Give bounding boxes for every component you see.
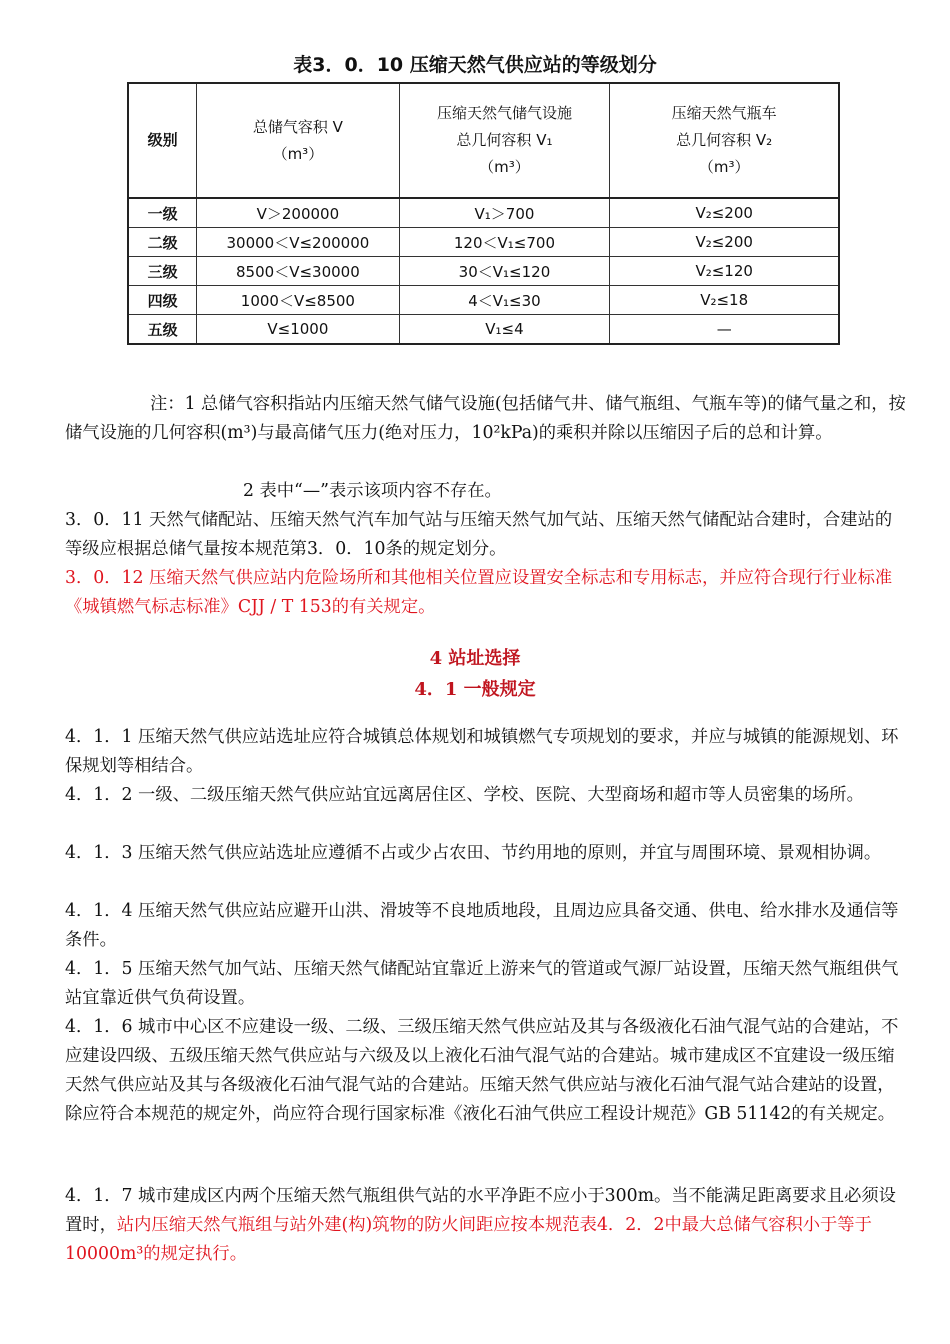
- cell-grade: 四级: [128, 286, 197, 315]
- clause-3-0-11: 3．0．11 天然气储配站、压缩天然气汽车加气站与压缩天然气加气站、压缩天然气储配站合建时，合建站的等级应根据总储气量按本规范第3．0．10条的规定划分。: [65, 510, 893, 559]
- cell-grade: 一级: [128, 198, 197, 228]
- table-row: [128, 286, 839, 315]
- clause-4-1-7: [65, 1182, 907, 1269]
- cell-tanker-volume: V₂≤120: [610, 257, 839, 286]
- cell-storage-volume: 4＜V₁≤30: [399, 286, 610, 315]
- clause-4-1-7-red: 站内压缩天然气瓶组与站外建(构)筑物的防火间距应按本规范表4．2．2中最大总储气容积小于等于10000m³的规定执行。: [65, 1215, 872, 1264]
- cell-total-volume: V＞200000: [197, 198, 399, 228]
- header-storage-volume: 压缩天然气储气设施 总几何容积 V₁ （m³）: [399, 83, 610, 198]
- header-tanker-volume: 压缩天然气瓶车 总几何容积 V₂ （m³）: [610, 83, 839, 198]
- header-total-volume: 总储气容积 V （m³）: [197, 83, 399, 198]
- cell-storage-volume: 30＜V₁≤120: [399, 257, 610, 286]
- cell-storage-volume: 120＜V₁≤700: [399, 228, 610, 257]
- cell-grade: 二级: [128, 228, 197, 257]
- clause-4-1-7-black: 4．1．7 城市建成区内两个压缩天然气瓶组供气站的水平净距不应小于300m。当不能满足距离要求且必须设置时，: [65, 1186, 896, 1235]
- clause-4-1-5: 4．1．5 压缩天然气加气站、压缩天然气储配站宜靠近上游来气的管道或气源厂站设置，压缩天然气瓶组供气站宜靠近供气负荷设置。: [65, 959, 899, 1008]
- table-row: [128, 315, 839, 345]
- cell-total-volume: V≤1000: [197, 315, 399, 345]
- cell-grade: 五级: [128, 315, 197, 345]
- table-row: [128, 228, 839, 257]
- clause-4-1-1: 4．1．1 压缩天然气供应站选址应符合城镇总体规划和城镇燃气专项规划的要求，并应与城镇的能源规划、环保规划等相结合。: [65, 727, 899, 776]
- clause-4-1-6: 4．1．6 城市中心区不应建设一级、二级、三级压缩天然气供应站及其与各级液化石油气混气站的合建站，不应建设四级、五级压缩天然气供应站与六级及以上液化石油气混气站的合建站。城市建成区不宜建设一级压缩天然气供应站及其与各级液化石油气混气站的合建站。压缩天然气供应站与液化石油气混气站合建站的设置，除应符合本规范的规定外，尚应符合现行国家标准《液化石油气供应工程设计规范》GB 51142的有关规定。: [65, 1017, 899, 1124]
- grade-table: [127, 82, 840, 345]
- cell-tanker-volume: V₂≤200: [610, 228, 839, 257]
- clause-4-1-2: 4．1．2 一级、二级压缩天然气供应站宜远离居住区、学校、医院、大型商场和超市等人员密集的场所。: [65, 785, 864, 805]
- clause-4-1-3: 4．1．3 压缩天然气供应站选址应遵循不占或少占农田、节约用地的原则，并宜与周围环境、景观相协调。: [65, 843, 882, 863]
- table-title: 表3．0．10 压缩天然气供应站的等级划分: [293, 54, 657, 76]
- table-header-row: [128, 83, 839, 198]
- table-row: [128, 257, 839, 286]
- note-1: 注：1 总储气容积指站内压缩天然气储气设施(包括储气井、储气瓶组、气瓶车等)的储气量之和，按储气设施的几何容积(m³)与最高储气压力(绝对压力，10²kPa)的乘积并除以压缩因子后的总和计算。: [65, 394, 906, 443]
- table-row: [128, 198, 839, 228]
- cell-total-volume: 1000＜V≤8500: [197, 286, 399, 315]
- cell-tanker-volume: —: [610, 315, 839, 345]
- cell-tanker-volume: V₂≤18: [610, 286, 839, 315]
- header-grade: 级别: [128, 83, 197, 198]
- cell-tanker-volume: V₂≤200: [610, 198, 839, 228]
- clause-4-1-4: 4．1．4 压缩天然气供应站应避开山洪、滑坡等不良地质地段，且周边应具备交通、供电、给水排水及通信等条件。: [65, 901, 899, 950]
- cell-storage-volume: V₁≤4: [399, 315, 610, 345]
- note-2: 2 表中“—”表示该项内容不存在。: [243, 481, 502, 501]
- chapter-title: 4 站址选择: [429, 648, 521, 669]
- cell-total-volume: 8500＜V≤30000: [197, 257, 399, 286]
- section-title: 4．1 一般规定: [414, 679, 536, 700]
- cell-grade: 三级: [128, 257, 197, 286]
- clause-3-0-12: 3．0．12 压缩天然气供应站内危险场所和其他相关位置应设置安全标志和专用标志，并应符合现行行业标准《城镇燃气标志标准》CJJ / T 153的有关规定。: [65, 568, 893, 617]
- cell-storage-volume: V₁＞700: [399, 198, 610, 228]
- cell-total-volume: 30000＜V≤200000: [197, 228, 399, 257]
